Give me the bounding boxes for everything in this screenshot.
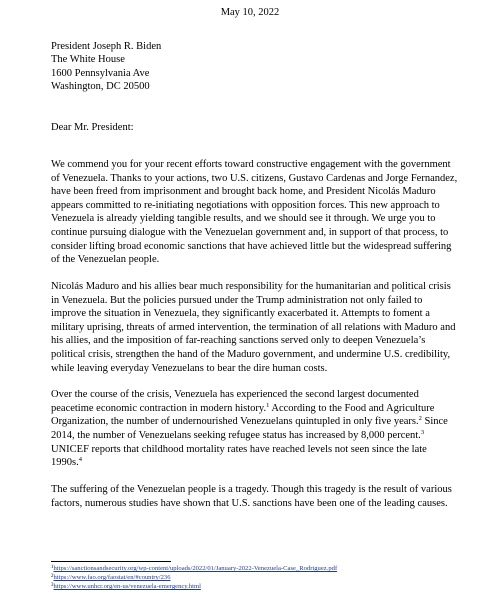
text-line: consider lifting broad economic sanctions that have achieved little but the widespread suffering: [51, 240, 452, 252]
footnote-ref-2[interactable]: 2: [418, 415, 422, 423]
paragraph-2: [51, 280, 473, 375]
line-text: Since: [421, 416, 448, 428]
text-line: continue pursuing dialogue with the Venezuelan government and, in support of that process, to: [51, 226, 449, 238]
recipient-street: 1600 Pennsylvania Ave: [51, 67, 150, 79]
text-line: We commend you for your recent efforts toward constructive engagement with the government: [51, 159, 451, 170]
letter-date: May 10, 2022: [220, 7, 280, 18]
text-line: [51, 402, 473, 416]
line-text: According to the Food and Agriculture: [269, 402, 435, 414]
text-line: improve the situation in Venezuela, they significantly exacerbated it. Attempts to foment a: [51, 308, 430, 320]
footnote-link-3[interactable]: https://www.unhcr.org/en-us/venezuela-emergency.html: [53, 583, 201, 590]
salutation: Dear Mr. President:: [51, 122, 134, 133]
paragraph-1: [51, 158, 473, 267]
text-line: [51, 429, 473, 443]
text-line: of the Venezuelan people.: [51, 254, 160, 266]
line-text: Organization, the number of undernourished Venezuelans quintupled in only five years.: [51, 416, 419, 428]
text-line: military uprising, threats of armed intervention, the termination of all relations with Maduro and: [51, 321, 456, 333]
text-line: Over the course of the crisis, Venezuela has experienced the second largest documented: [51, 389, 419, 401]
recipient-org: The White House: [51, 54, 125, 66]
footnote-ref-3[interactable]: 3: [420, 429, 425, 437]
line-text: peacetime economic contraction in modern history.: [51, 402, 267, 414]
paragraph-4: [51, 483, 473, 510]
footnote-number: 3: [51, 583, 54, 588]
text-line: in Venezuela. But the policies pursued under the Trump administration not only failed to: [51, 294, 423, 306]
recipient-city: Washington, DC 20500: [51, 81, 150, 93]
footnote-link-1[interactable]: https://sanctionsandsecurity.org/wp-content/uploads/2022/01/January-2022-Venezuela-Case_Rodriguez.pdf: [53, 565, 338, 572]
line-text: 2014, the number of Venezuelans seeking refugee status has increased by 8,000 percent.: [51, 430, 421, 442]
recipient-name: President Joseph R. Biden: [51, 41, 162, 52]
footnote-1: [51, 564, 337, 573]
footnote-ref-4[interactable]: 4: [78, 456, 82, 464]
footnote-2: [51, 573, 337, 582]
footnote-ref-1[interactable]: 1: [266, 401, 270, 409]
text-line: have been freed from imprisonment and brought back home, and President Nicolás Maduro: [51, 186, 436, 198]
text-line: [51, 456, 473, 470]
footnote-divider: [51, 561, 171, 562]
text-line: appears committed to re-initiating negotiations with opposition forces. This new approach to: [51, 199, 440, 211]
text-line: Nicolás Maduro and his allies bear much responsibility for the humanitarian and political crisis: [51, 280, 451, 292]
footnote-3: [51, 582, 337, 591]
text-line: while leaving everyday Venezuelans to bear the dire human costs.: [51, 362, 328, 374]
text-line: political crisis, strengthen the hand of the Maduro government, and undermine U.S. credibility,: [51, 348, 451, 360]
footnote-number: 2: [51, 574, 54, 579]
recipient-address: [51, 40, 161, 94]
text-line: UNICEF reports that childhood mortality rates have reached levels not seen since the late: [51, 443, 427, 455]
text-line: his allies, and the imposition of far-reaching sanctions served only to deepen Venezuela’s: [51, 335, 426, 347]
letter-body: [51, 158, 473, 510]
line-text: 1990s.: [51, 457, 79, 469]
paragraph-3: [51, 388, 473, 470]
footnotes: [51, 564, 337, 591]
text-line: factors, numerous studies have shown that U.S. sanctions have been one of the leading causes.: [51, 497, 448, 509]
footnote-number: 1: [51, 565, 54, 570]
text-line: The suffering of the Venezuelan people is a tragedy. Though this tragedy is the result of various: [51, 484, 452, 496]
text-line: Venezuela is already yielding tangible results, and we should see it through. We urge you to: [51, 213, 436, 225]
footnote-link-2[interactable]: https://www.fao.org/faostat/en/#country/236: [53, 574, 171, 581]
text-line: [51, 415, 473, 429]
text-line: of Venezuela. Thanks to your actions, two U.S. citizens, Gustavo Cardenas and Jorge Fernandez,: [51, 172, 458, 184]
